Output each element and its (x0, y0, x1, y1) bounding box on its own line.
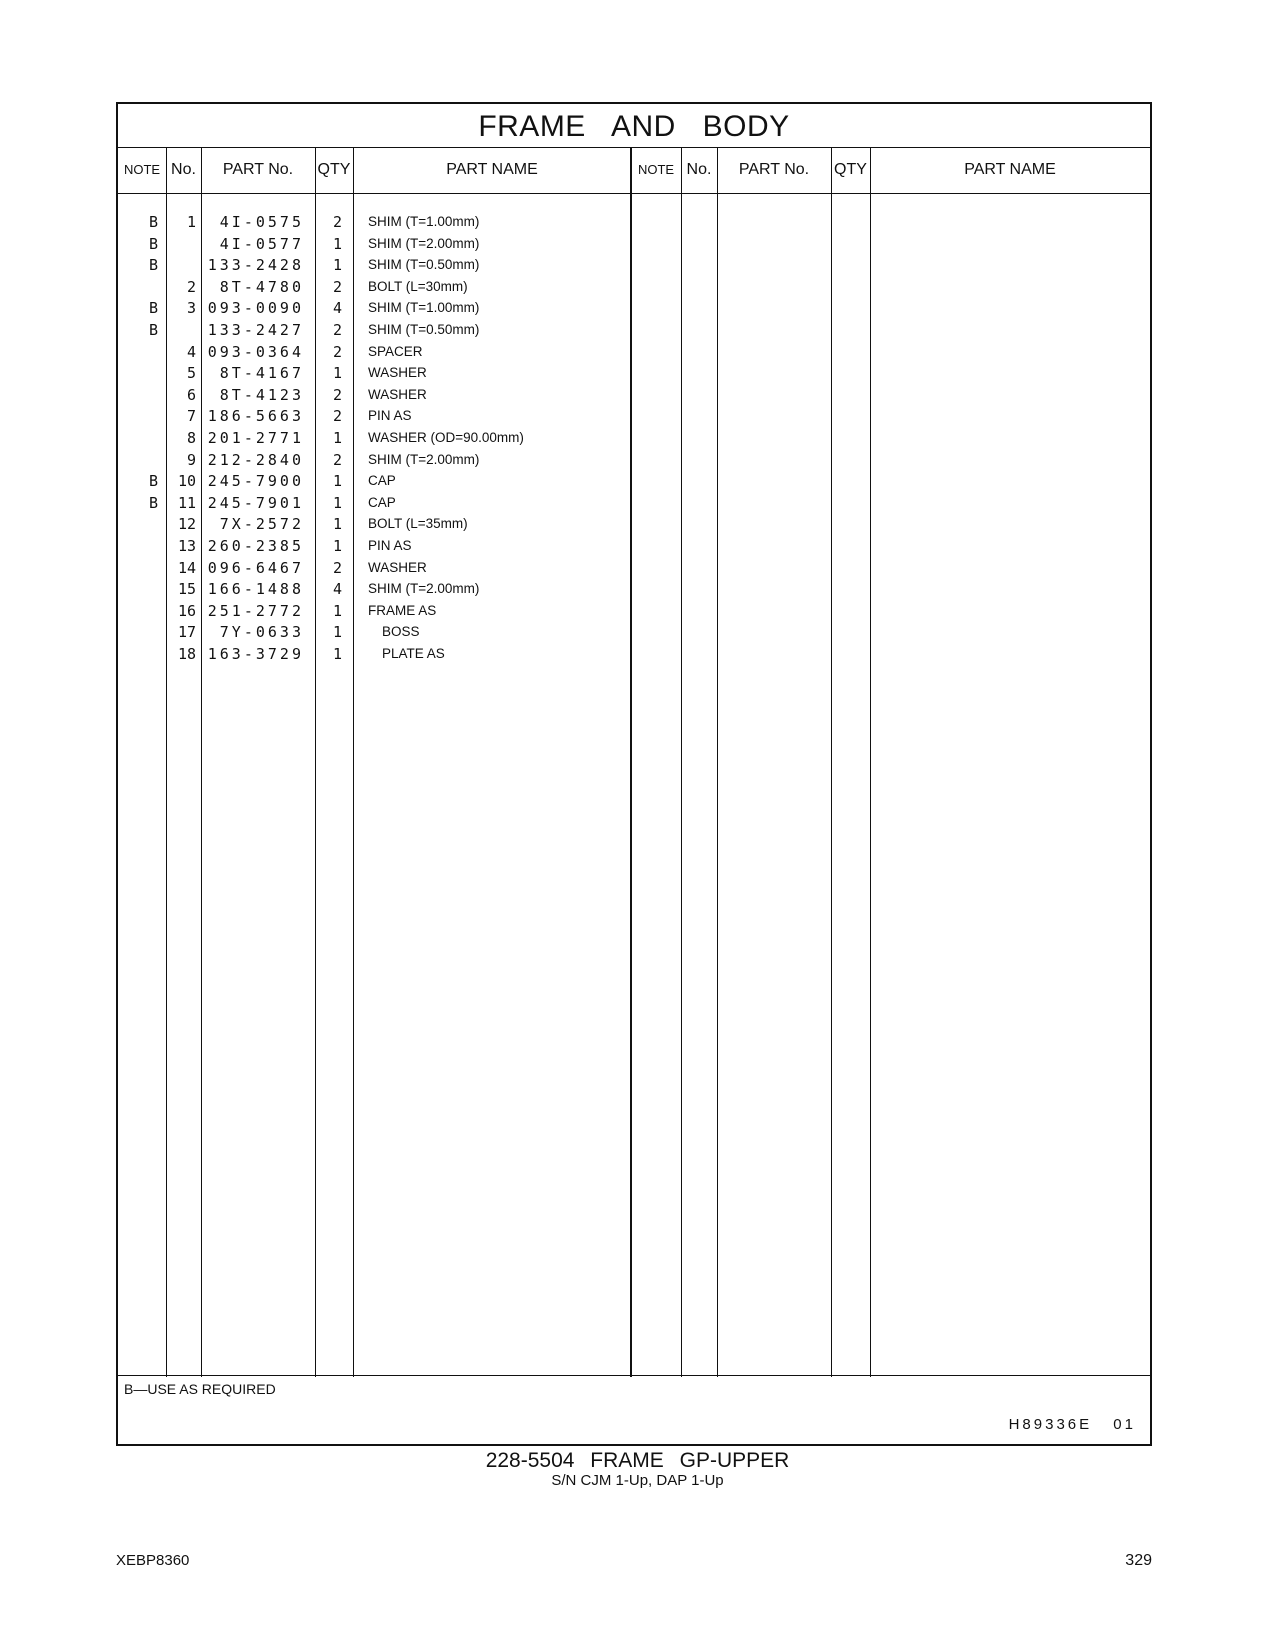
row-part-number: 251-2772 (207, 601, 304, 620)
row-item-number: 15 (177, 580, 196, 599)
row-quantity: 4 (332, 580, 342, 599)
table-header-row (118, 148, 1150, 194)
row-quantity: 1 (332, 234, 342, 253)
row-quantity: 1 (332, 623, 342, 642)
table-row (118, 405, 1150, 427)
row-note (118, 621, 158, 643)
row-part-number: 186-5663 (207, 407, 304, 426)
row-note: B (148, 213, 158, 231)
row-quantity: 1 (332, 472, 342, 491)
row-part-number: 212-2840 (207, 450, 304, 469)
table-row (118, 427, 1150, 449)
row-part-name: SHIM (T=2.00mm) (368, 235, 480, 251)
row-part-name: PLATE AS (382, 646, 445, 661)
row-item-number: 12 (177, 515, 196, 534)
table-row (118, 449, 1150, 471)
row-part-number: 4I-0577 (219, 234, 304, 253)
table-row (118, 600, 1150, 622)
parts-table (116, 102, 1152, 1446)
header-no-right: No. (686, 161, 712, 178)
row-part-number: 245-7900 (207, 472, 304, 491)
row-item-number (168, 254, 196, 276)
row-note (118, 557, 158, 579)
header-part-no-left: PART No. (222, 161, 294, 178)
row-part-name: WASHER (368, 559, 427, 575)
row-part-name: WASHER (368, 365, 427, 381)
header-qty-right: QTY (834, 161, 867, 178)
row-quantity: 2 (332, 558, 342, 577)
row-quantity: 1 (332, 256, 342, 275)
table-row (118, 233, 1150, 255)
row-note (118, 427, 158, 449)
row-quantity: 1 (332, 493, 342, 512)
header-part-no-right: PART No. (738, 161, 810, 178)
row-item-number: 17 (177, 623, 196, 642)
table-row (118, 513, 1150, 535)
row-part-number: 133-2427 (207, 321, 304, 339)
row-part-name: BOSS (382, 624, 420, 640)
row-note: B (148, 256, 158, 275)
row-note (118, 578, 158, 600)
row-note (118, 362, 158, 384)
row-item-number: 16 (177, 601, 196, 620)
row-quantity: 2 (332, 450, 342, 469)
row-part-name: SHIM (T=2.00mm) (368, 581, 480, 597)
row-item-number: 18 (177, 645, 196, 663)
table-row (118, 211, 1150, 233)
row-quantity: 2 (332, 385, 342, 404)
row-part-number: 8T-4123 (219, 385, 304, 404)
row-quantity: 2 (332, 321, 342, 339)
row-part-number: 8T-4167 (219, 364, 304, 383)
row-note (118, 535, 158, 557)
row-part-number: 7X-2572 (219, 515, 304, 534)
row-item-number (168, 233, 196, 255)
table-row (118, 297, 1150, 319)
row-note: B (148, 321, 158, 339)
document-id: XEBP8360 (116, 1552, 190, 1569)
row-quantity: 1 (332, 364, 342, 383)
row-quantity: 1 (332, 601, 342, 620)
row-part-name: PIN AS (368, 538, 412, 553)
row-part-name: FRAME AS (368, 602, 437, 618)
row-part-name: SHIM (T=0.50mm) (368, 257, 480, 273)
row-part-number: 7Y-0633 (219, 623, 304, 642)
table-row (118, 319, 1150, 341)
row-note: B (148, 299, 158, 318)
row-item-number: 14 (177, 558, 196, 577)
row-quantity: 1 (332, 429, 342, 447)
table-row (118, 492, 1150, 514)
table-row (118, 578, 1150, 600)
row-note: B (148, 493, 158, 512)
table-row (118, 384, 1150, 406)
row-quantity: 2 (332, 213, 342, 231)
row-part-name: SHIM (T=0.50mm) (368, 322, 480, 337)
row-part-name: WASHER (368, 386, 427, 402)
row-note (118, 449, 158, 471)
row-part-name: SHIM (T=2.00mm) (368, 451, 480, 467)
row-part-name: WASHER (OD=90.00mm) (368, 430, 524, 445)
row-quantity: 1 (332, 537, 342, 555)
row-part-name: SHIM (T=1.00mm) (368, 214, 480, 229)
row-part-number: 133-2428 (207, 256, 304, 275)
row-part-number: 245-7901 (207, 493, 304, 512)
row-item-number: 11 (177, 493, 196, 512)
row-part-number: 096-6467 (207, 558, 304, 577)
table-row (118, 362, 1150, 384)
row-item-number: 5 (186, 364, 196, 383)
row-item-number: 8 (186, 429, 196, 447)
row-part-number: 166-1488 (207, 580, 304, 599)
row-part-number: 163-3729 (207, 645, 304, 663)
row-note (118, 513, 158, 535)
row-note: B (148, 472, 158, 491)
row-item-number (168, 319, 196, 341)
page-number: 329 (1125, 1552, 1152, 1569)
row-quantity: 2 (332, 277, 342, 296)
row-part-name: PIN AS (368, 408, 412, 424)
row-part-name: SHIM (T=1.00mm) (368, 300, 480, 316)
row-quantity: 2 (332, 407, 342, 426)
row-note (118, 405, 158, 427)
row-part-name: BOLT (L=30mm) (368, 278, 468, 294)
header-note-left: NOTE (123, 162, 161, 177)
row-quantity: 1 (332, 645, 342, 663)
row-note (118, 276, 158, 298)
row-quantity: 1 (332, 515, 342, 534)
caption-subtitle: S/N CJM 1-Up, DAP 1-Up (551, 1472, 724, 1489)
row-part-number: 260-2385 (207, 537, 304, 555)
table-footer-divider (118, 1375, 1150, 1376)
row-note (118, 384, 158, 406)
row-part-name: CAP (368, 473, 396, 489)
caption-title: 228-5504 FRAME GP-UPPER (485, 1449, 790, 1472)
header-part-name-left: PART NAME (446, 161, 538, 178)
header-part-name-right: PART NAME (964, 161, 1056, 178)
table-row (118, 557, 1150, 579)
row-part-number: 8T-4780 (219, 277, 304, 296)
row-part-name: CAP (368, 494, 396, 510)
row-note (118, 600, 158, 622)
page-caption (0, 1449, 1275, 1489)
row-item-number: 3 (186, 299, 196, 318)
row-item-number: 1 (186, 213, 196, 231)
row-part-number: 093-0090 (207, 299, 304, 318)
row-note (118, 643, 158, 665)
row-item-number: 9 (186, 450, 196, 469)
table-title: FRAME AND BODY (118, 104, 1150, 148)
row-item-number: 10 (177, 472, 196, 491)
table-row (118, 643, 1150, 665)
row-item-number: 6 (186, 385, 196, 404)
note-legend: B—USE AS REQUIRED (124, 1381, 276, 1397)
header-note-right: NOTE (637, 162, 675, 177)
row-part-number: 093-0364 (207, 342, 304, 361)
table-row (118, 276, 1150, 298)
row-part-name: SPACER (368, 343, 423, 359)
table-row (118, 341, 1150, 363)
table-row (118, 470, 1150, 492)
table-row (118, 621, 1150, 643)
row-item-number: 13 (177, 537, 196, 555)
row-note (118, 341, 158, 363)
illustration-reference: H89336E 01 (1008, 1416, 1136, 1433)
table-row (118, 254, 1150, 276)
row-item-number: 2 (186, 277, 196, 296)
row-part-name: BOLT (L=35mm) (368, 516, 468, 532)
row-part-number: 4I-0575 (219, 213, 304, 231)
row-item-number: 7 (186, 407, 196, 426)
header-qty-left: QTY (317, 161, 351, 178)
row-item-number: 4 (186, 342, 196, 361)
row-quantity: 2 (332, 342, 342, 361)
row-quantity: 4 (332, 299, 342, 318)
row-note: B (148, 234, 158, 253)
row-part-number: 201-2771 (207, 429, 304, 447)
header-no-left: No. (171, 161, 196, 178)
table-row (118, 535, 1150, 557)
